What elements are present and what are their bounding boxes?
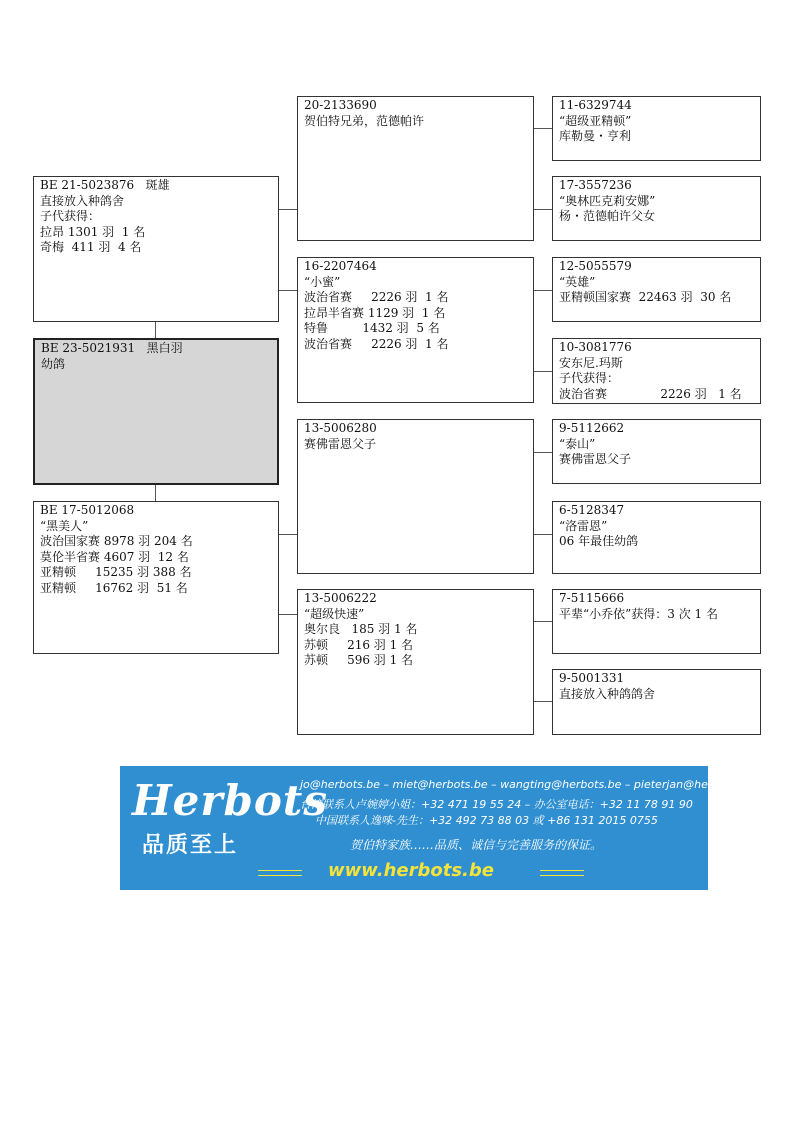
text-line: 波治省赛 2226 羽 1 名 bbox=[559, 386, 742, 401]
text-line: 亚精顿国家赛 22463 羽 30 名 bbox=[559, 290, 732, 304]
connector bbox=[278, 534, 297, 535]
text-line: “泰山” bbox=[559, 436, 596, 451]
connector bbox=[533, 128, 552, 129]
great-grandparent-box bbox=[552, 501, 761, 574]
text-line: “英雄” bbox=[559, 274, 596, 289]
text-line: 亚精顿 16762 羽 51 名 bbox=[40, 580, 188, 595]
text-line: 亚精顿 15235 羽 388 名 bbox=[40, 565, 192, 579]
connector bbox=[278, 614, 297, 615]
connector bbox=[533, 621, 552, 622]
banner-emails[interactable]: jo@herbots.be – miet@herbots.be – wangting@herbots.be – pieterjan@herbots.be bbox=[300, 778, 754, 791]
text-line: 波治省赛 2226 羽 1 名 bbox=[304, 290, 449, 304]
great-grandparent-box bbox=[552, 96, 761, 161]
connector bbox=[533, 371, 552, 372]
text-line: 波治国家赛 8978 羽 204 名 bbox=[40, 534, 193, 548]
text-line: “黑美人” bbox=[40, 518, 89, 533]
text-line: “小蜜” bbox=[304, 274, 341, 289]
text-line: “超级快速” bbox=[304, 606, 365, 621]
connector bbox=[278, 209, 297, 210]
text-line: 奇梅 411 羽 4 名 bbox=[40, 240, 142, 254]
text-line: “超级亚精顿” bbox=[559, 113, 632, 128]
great-grandparent-box bbox=[552, 589, 761, 654]
herbots-logo: Herbots bbox=[132, 776, 328, 825]
text-line: “奥林匹克莉安娜” bbox=[559, 193, 656, 208]
text-line: 06 年最佳幼鸽 bbox=[559, 534, 639, 548]
sire-sire-box bbox=[297, 96, 534, 241]
text-line: 拉昂 1301 羽 1 名 bbox=[40, 224, 146, 239]
text-line: 波治省赛 2226 羽 1 名 bbox=[304, 336, 449, 351]
herbots-banner bbox=[120, 766, 754, 890]
text-line: BE 17-5012068 bbox=[40, 503, 135, 517]
banner-slogan: 品质至上 bbox=[142, 833, 239, 858]
text-line: BE 23-5021931 黑白羽 bbox=[41, 341, 183, 355]
text-line: 9-5001331 bbox=[559, 671, 625, 685]
text-line: 20-2133690 bbox=[304, 98, 377, 112]
banner-china-contact: 中国联系人逸唻-先生：+32 492 73 88 03 或 +86 131 2015 0755 bbox=[315, 814, 658, 827]
text-line: 12-5055579 bbox=[559, 259, 632, 273]
text-line: 子代获得： bbox=[40, 209, 101, 223]
text-line: 9-5112662 bbox=[559, 421, 625, 435]
text-line: 莫伦半省赛 4607 羽 12 名 bbox=[40, 549, 189, 564]
text-line: 17-3557236 bbox=[559, 178, 632, 192]
text-line: 赛佛雷恩父子 bbox=[304, 436, 377, 451]
text-line: 幼鸽 bbox=[41, 356, 66, 371]
text-line: 拉昂半省赛 1129 羽 1 名 bbox=[304, 305, 446, 320]
text-line: 特鲁 1432 羽 5 名 bbox=[304, 321, 440, 335]
connector bbox=[278, 290, 297, 291]
connector bbox=[533, 290, 552, 291]
text-line: 苏顿 216 羽 1 名 bbox=[304, 637, 414, 652]
connector bbox=[533, 534, 552, 535]
great-grandparent-box bbox=[552, 419, 761, 484]
great-grandparent-box bbox=[552, 257, 761, 322]
dam-sire-box bbox=[297, 419, 534, 574]
text-line: 11-6329744 bbox=[559, 98, 632, 112]
connector bbox=[533, 701, 552, 702]
connector bbox=[155, 321, 156, 338]
text-line: 16-2207464 bbox=[304, 259, 377, 273]
text-line: 奥尔良 185 羽 1 名 bbox=[304, 622, 418, 636]
text-line: 安东尼.玛斯 bbox=[559, 355, 623, 370]
text-line: 10-3081776 bbox=[559, 340, 632, 354]
decorative-rule bbox=[258, 870, 302, 876]
text-line: 6-5128347 bbox=[559, 503, 625, 517]
text-line: 13-5006280 bbox=[304, 421, 377, 435]
text-line: 13-5006222 bbox=[304, 591, 377, 605]
connector bbox=[155, 484, 156, 501]
decorative-rule bbox=[540, 870, 584, 876]
subject-box bbox=[33, 338, 279, 485]
great-grandparent-box bbox=[552, 669, 761, 735]
dam-dam-box bbox=[297, 589, 534, 735]
text-line: 直接放入种鸽鸽舍 bbox=[559, 686, 656, 701]
sire-dam-box bbox=[297, 257, 534, 403]
text-line: “洛雷恩” bbox=[559, 518, 608, 533]
sire-box bbox=[33, 176, 279, 322]
text-line: 子代获得： bbox=[559, 371, 620, 385]
text-line: 贺伯特兄弟，范德帕许 bbox=[304, 113, 425, 128]
banner-taiwan-contact: 台湾联系人卢婉婷小姐：+32 471 19 55 24 – 办公室电话：+32 11 78 91 90 bbox=[300, 798, 693, 811]
text-line: BE 21-5023876 斑雄 bbox=[40, 178, 170, 192]
great-grandparent-box bbox=[552, 176, 761, 241]
text-line: 杨・范德帕许父女 bbox=[559, 209, 656, 223]
text-line: 苏顿 596 羽 1 名 bbox=[304, 653, 414, 667]
text-line: 平辈“小乔依”获得：3 次 1 名 bbox=[559, 606, 718, 621]
dam-box bbox=[33, 501, 279, 654]
text-line: 库勒曼・亨利 bbox=[559, 129, 632, 143]
text-line: 7-5115666 bbox=[559, 591, 625, 605]
text-line: 直接放入种鸽舍 bbox=[40, 193, 125, 208]
banner-tagline: 贺伯特家族……品质、诚信与完善服务的保证。 bbox=[350, 838, 603, 852]
great-grandparent-box bbox=[552, 338, 761, 404]
text-line: 赛佛雷恩父子 bbox=[559, 452, 632, 466]
website-link[interactable]: www.herbots.be bbox=[328, 860, 494, 881]
connector bbox=[533, 452, 552, 453]
connector bbox=[533, 209, 552, 210]
